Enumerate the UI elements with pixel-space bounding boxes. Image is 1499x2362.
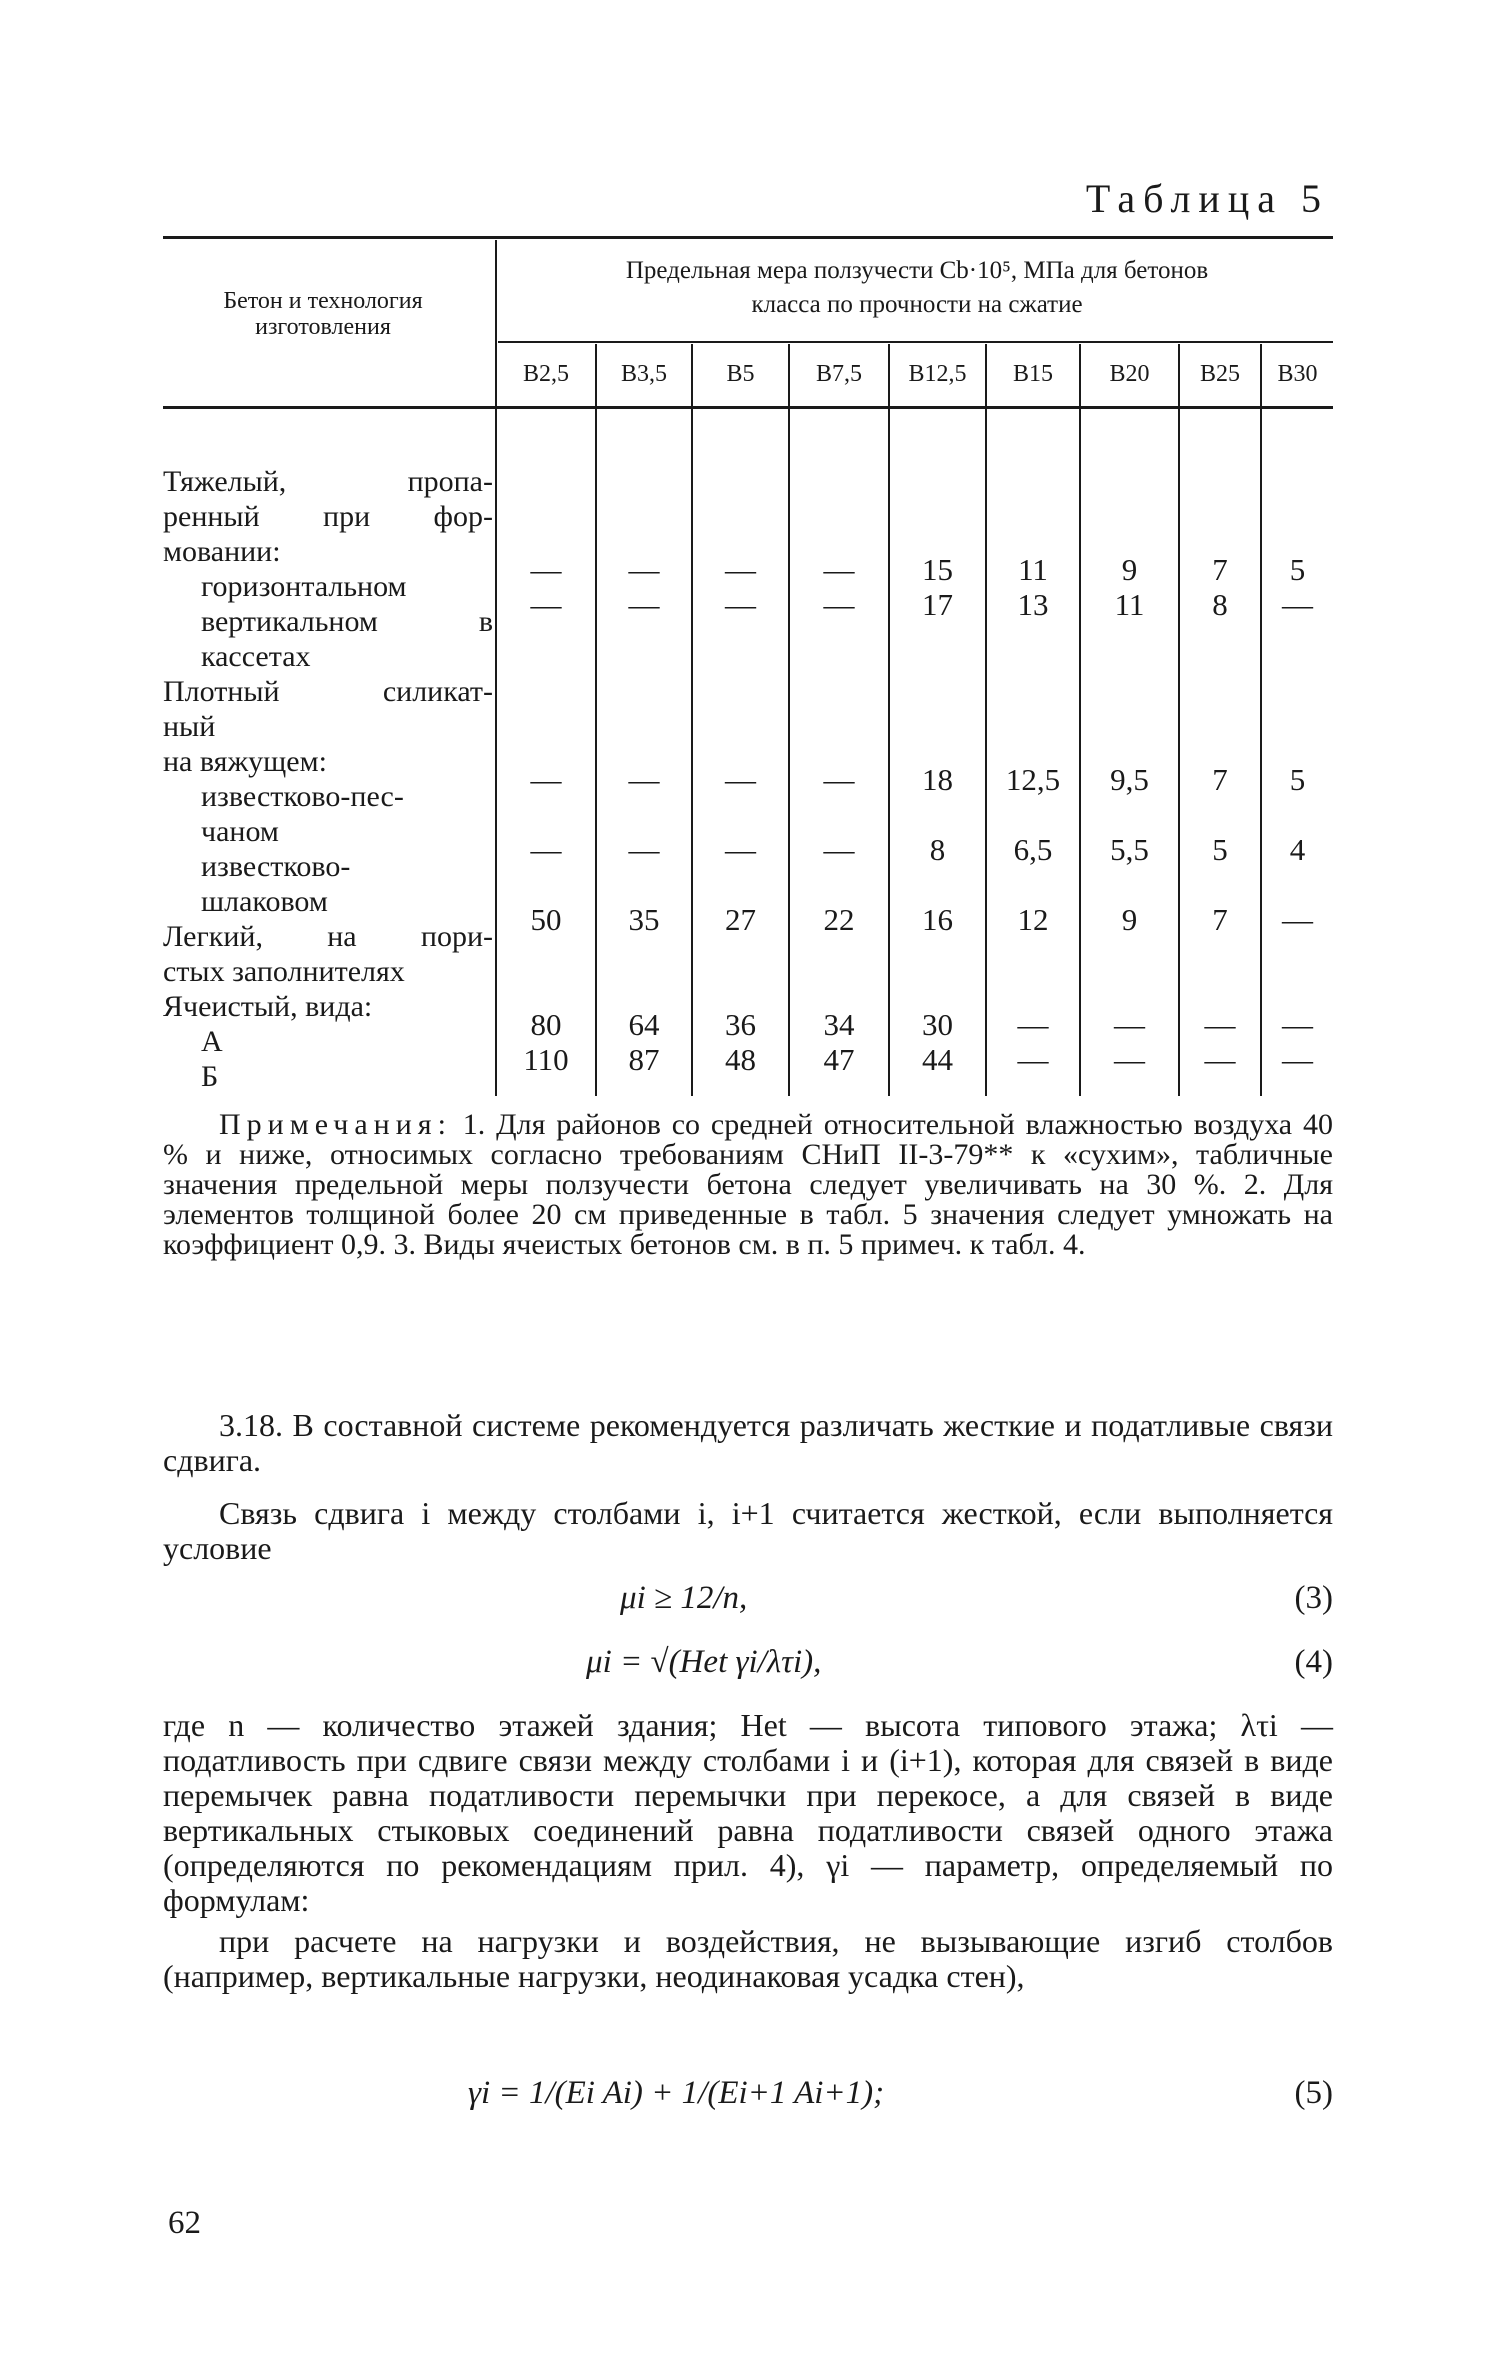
table-cell: 48 [725,1042,756,1077]
stub-line: шлаковом [201,885,328,918]
stub-line: стых заполнителях [163,955,405,988]
table-cell: 34 [823,1007,855,1042]
table-cell: — [725,587,756,622]
table-cell: — [530,762,562,797]
stub-line: ный [163,710,216,743]
column-header: B5 [726,361,755,387]
stub-line: вертикальном в [201,605,493,638]
stub-line: Тяжелый, пропа- [163,465,493,498]
column-header: B12,5 [908,361,967,387]
table-cell: — [823,552,855,587]
table-cell: 30 [922,1007,953,1042]
table-cell: 8 [929,832,946,867]
table-cell: 7 [1212,902,1228,937]
table-cell: 35 [628,902,660,937]
table-cell: — [1282,902,1313,937]
notes-text: 1. Для районов со средней относительной влажностью воздуха 40 % и ниже, относимых согласно требованиям СНиП II-3-79** к «сухим», табличные значения предельной меры ползучести бетона следует увеличивать на 30 %. 2. Для элементов толщиной более 20 см приведенные в табл. 5 значения следует умножать на коэффициент 0,9. 3. Виды ячеистых бетонов см. в п. 5 примеч. к табл. 4. [163,1108,1333,1261]
table-cell: 7 [1212,762,1228,797]
formula-4: μi = √(Het γi/λτi), [586,1644,822,1680]
stub-line: горизонтальном [201,570,407,603]
table-cell: 64 [628,1007,660,1042]
stub-header: Бетон и технология изготовления [223,288,423,340]
formula-5: γi = 1/(Ei Ai) + 1/(Ei+1 Ai+1); [468,2075,885,2111]
table-cell: — [530,552,562,587]
stub-line: Легкий, на пори- [163,920,493,953]
table-cell: 110 [523,1042,569,1077]
column-divider [888,344,890,1096]
stub-line: чаном [201,815,279,848]
column-divider [1079,344,1081,1096]
table-cell: — [530,587,562,622]
table-cell: 80 [530,1007,562,1042]
table-cell: — [1204,1007,1236,1042]
stub-column [163,464,493,1094]
table-cell: 36 [725,1007,756,1042]
table-cell: — [530,832,562,867]
table-cell: 5 [1289,552,1306,587]
paragraph-loads [163,1924,1333,1994]
equation-number-5: (5) [1294,2075,1333,2111]
table-cell: 5 [1289,762,1306,797]
table-cell: 17 [922,587,953,622]
table-header-rule [163,406,1333,409]
stub-line: Б [201,1060,219,1093]
table-cell: — [823,762,855,797]
group-header-rule [498,341,1333,343]
paragraph-text: при расчете на нагрузки и воздействия, не вызывающие изгиб столбов (например, вертикальные нагрузки, неодинаковая усадка стен), [163,1923,1333,1994]
column-header: B25 [1199,361,1240,387]
column-header: B7,5 [815,361,862,387]
column-divider [1178,344,1180,1096]
stub-line: А [201,1025,223,1058]
table-cell: 8 [1212,587,1228,622]
table-cell: — [1282,1042,1313,1077]
stub-line: кассетах [201,640,311,673]
table-cell: — [628,587,660,622]
paragraph-condition [163,1496,1333,1566]
column-divider [788,344,790,1096]
table-cell: — [1017,1007,1049,1042]
table-cell: 5 [1212,832,1228,867]
stub-line: на вяжущем: [163,745,327,778]
column-header: B15 [1012,361,1053,387]
table-cell: — [628,762,660,797]
table-cell: 9,5 [1110,762,1149,797]
table-cell: — [1114,1042,1145,1077]
table-caption: Таблица 5 [1085,176,1329,221]
equation-number-4: (4) [1294,1644,1333,1680]
table-cell: 27 [725,902,756,937]
stub-line: известково-пес- [201,780,404,813]
table-cell: — [1282,1007,1313,1042]
table-cell: 4 [1289,832,1306,867]
table-cell: — [1017,1042,1049,1077]
table-cell: — [628,552,660,587]
table-cell: 11 [1114,587,1145,622]
paragraph-3-18 [163,1408,1333,1478]
table-cell: — [1204,1042,1236,1077]
group-header [501,254,1333,322]
table-cell: 9 [1121,902,1138,937]
stub-line: известково- [201,850,351,883]
stub-line: Ячеистый, вида: [163,990,373,1023]
table-cell: 15 [922,552,953,587]
paragraph-text: 3.18. В составной системе рекомендуется различать жесткие и податливые связи сдвига. [163,1407,1333,1478]
table-cell: — [1282,587,1313,622]
table-cell: 11 [1018,552,1048,587]
column-header: B3,5 [620,361,667,387]
table-cell: 47 [823,1042,855,1077]
table-cell: 5,5 [1110,832,1149,867]
paragraph-definitions [163,1708,1333,1918]
formula-3: μi ≥ 12/n, [620,1580,748,1616]
column-header: B30 [1277,361,1318,387]
table-cell: — [823,832,855,867]
table-cell: 13 [1017,587,1049,622]
equation-number-3: (3) [1294,1580,1333,1616]
stub-line: Плотный силикат- [163,675,493,708]
paragraph-text: где n — количество этажей здания; Het — высота типового этажа; λτi — податливость при сдвиге связи между столбами i и (i+1), которая для связей в виде перемычек равна податливости перемычки при перекосе, а для связей в виде вертикальных стыковых соединений равна податливости связей одного этажа (определяются по рекомендациям прил. 4), γi — параметр, определяемый по формулам: [163,1707,1333,1918]
table-cell: 87 [628,1042,660,1077]
column-divider [985,344,987,1096]
column-header: B20 [1109,361,1150,387]
group-header-line: класса по прочности на сжатие [751,291,1083,318]
table-cell: 6,5 [1013,832,1053,867]
table-notes [163,1110,1333,1260]
group-header-line: Предельная мера ползучести Cb·10⁵, МПа для бетонов [625,257,1209,284]
table-cell: 12,5 [1005,762,1061,797]
column-divider [595,344,597,1096]
table-cell: 9 [1121,552,1138,587]
table-cell: — [725,552,756,587]
table-cell: 18 [922,762,953,797]
table-cell: — [725,762,756,797]
stub-line: ренный при фор- [163,500,493,533]
notes-lead: Примечания: [219,1108,452,1141]
table-cell: 22 [823,902,855,937]
page-number: 62 [168,2205,201,2241]
table-cell: 7 [1212,552,1228,587]
table-cell: — [725,832,756,867]
table-cell: 44 [922,1042,953,1077]
column-header: B2,5 [522,361,569,387]
stub-line: мовании: [163,535,281,568]
table-cell: — [1114,1007,1145,1042]
column-divider [691,344,693,1096]
table-cell: — [823,587,855,622]
paragraph-text: Связь сдвига i между столбами i, i+1 считается жесткой, если выполняется условие [163,1495,1333,1566]
table-cell: 12 [1017,902,1049,937]
table-cell: — [628,832,660,867]
table-cell: 50 [530,902,562,937]
table-top-rule [163,236,1333,239]
column-divider [1260,344,1262,1096]
table-cell: 16 [922,902,953,937]
